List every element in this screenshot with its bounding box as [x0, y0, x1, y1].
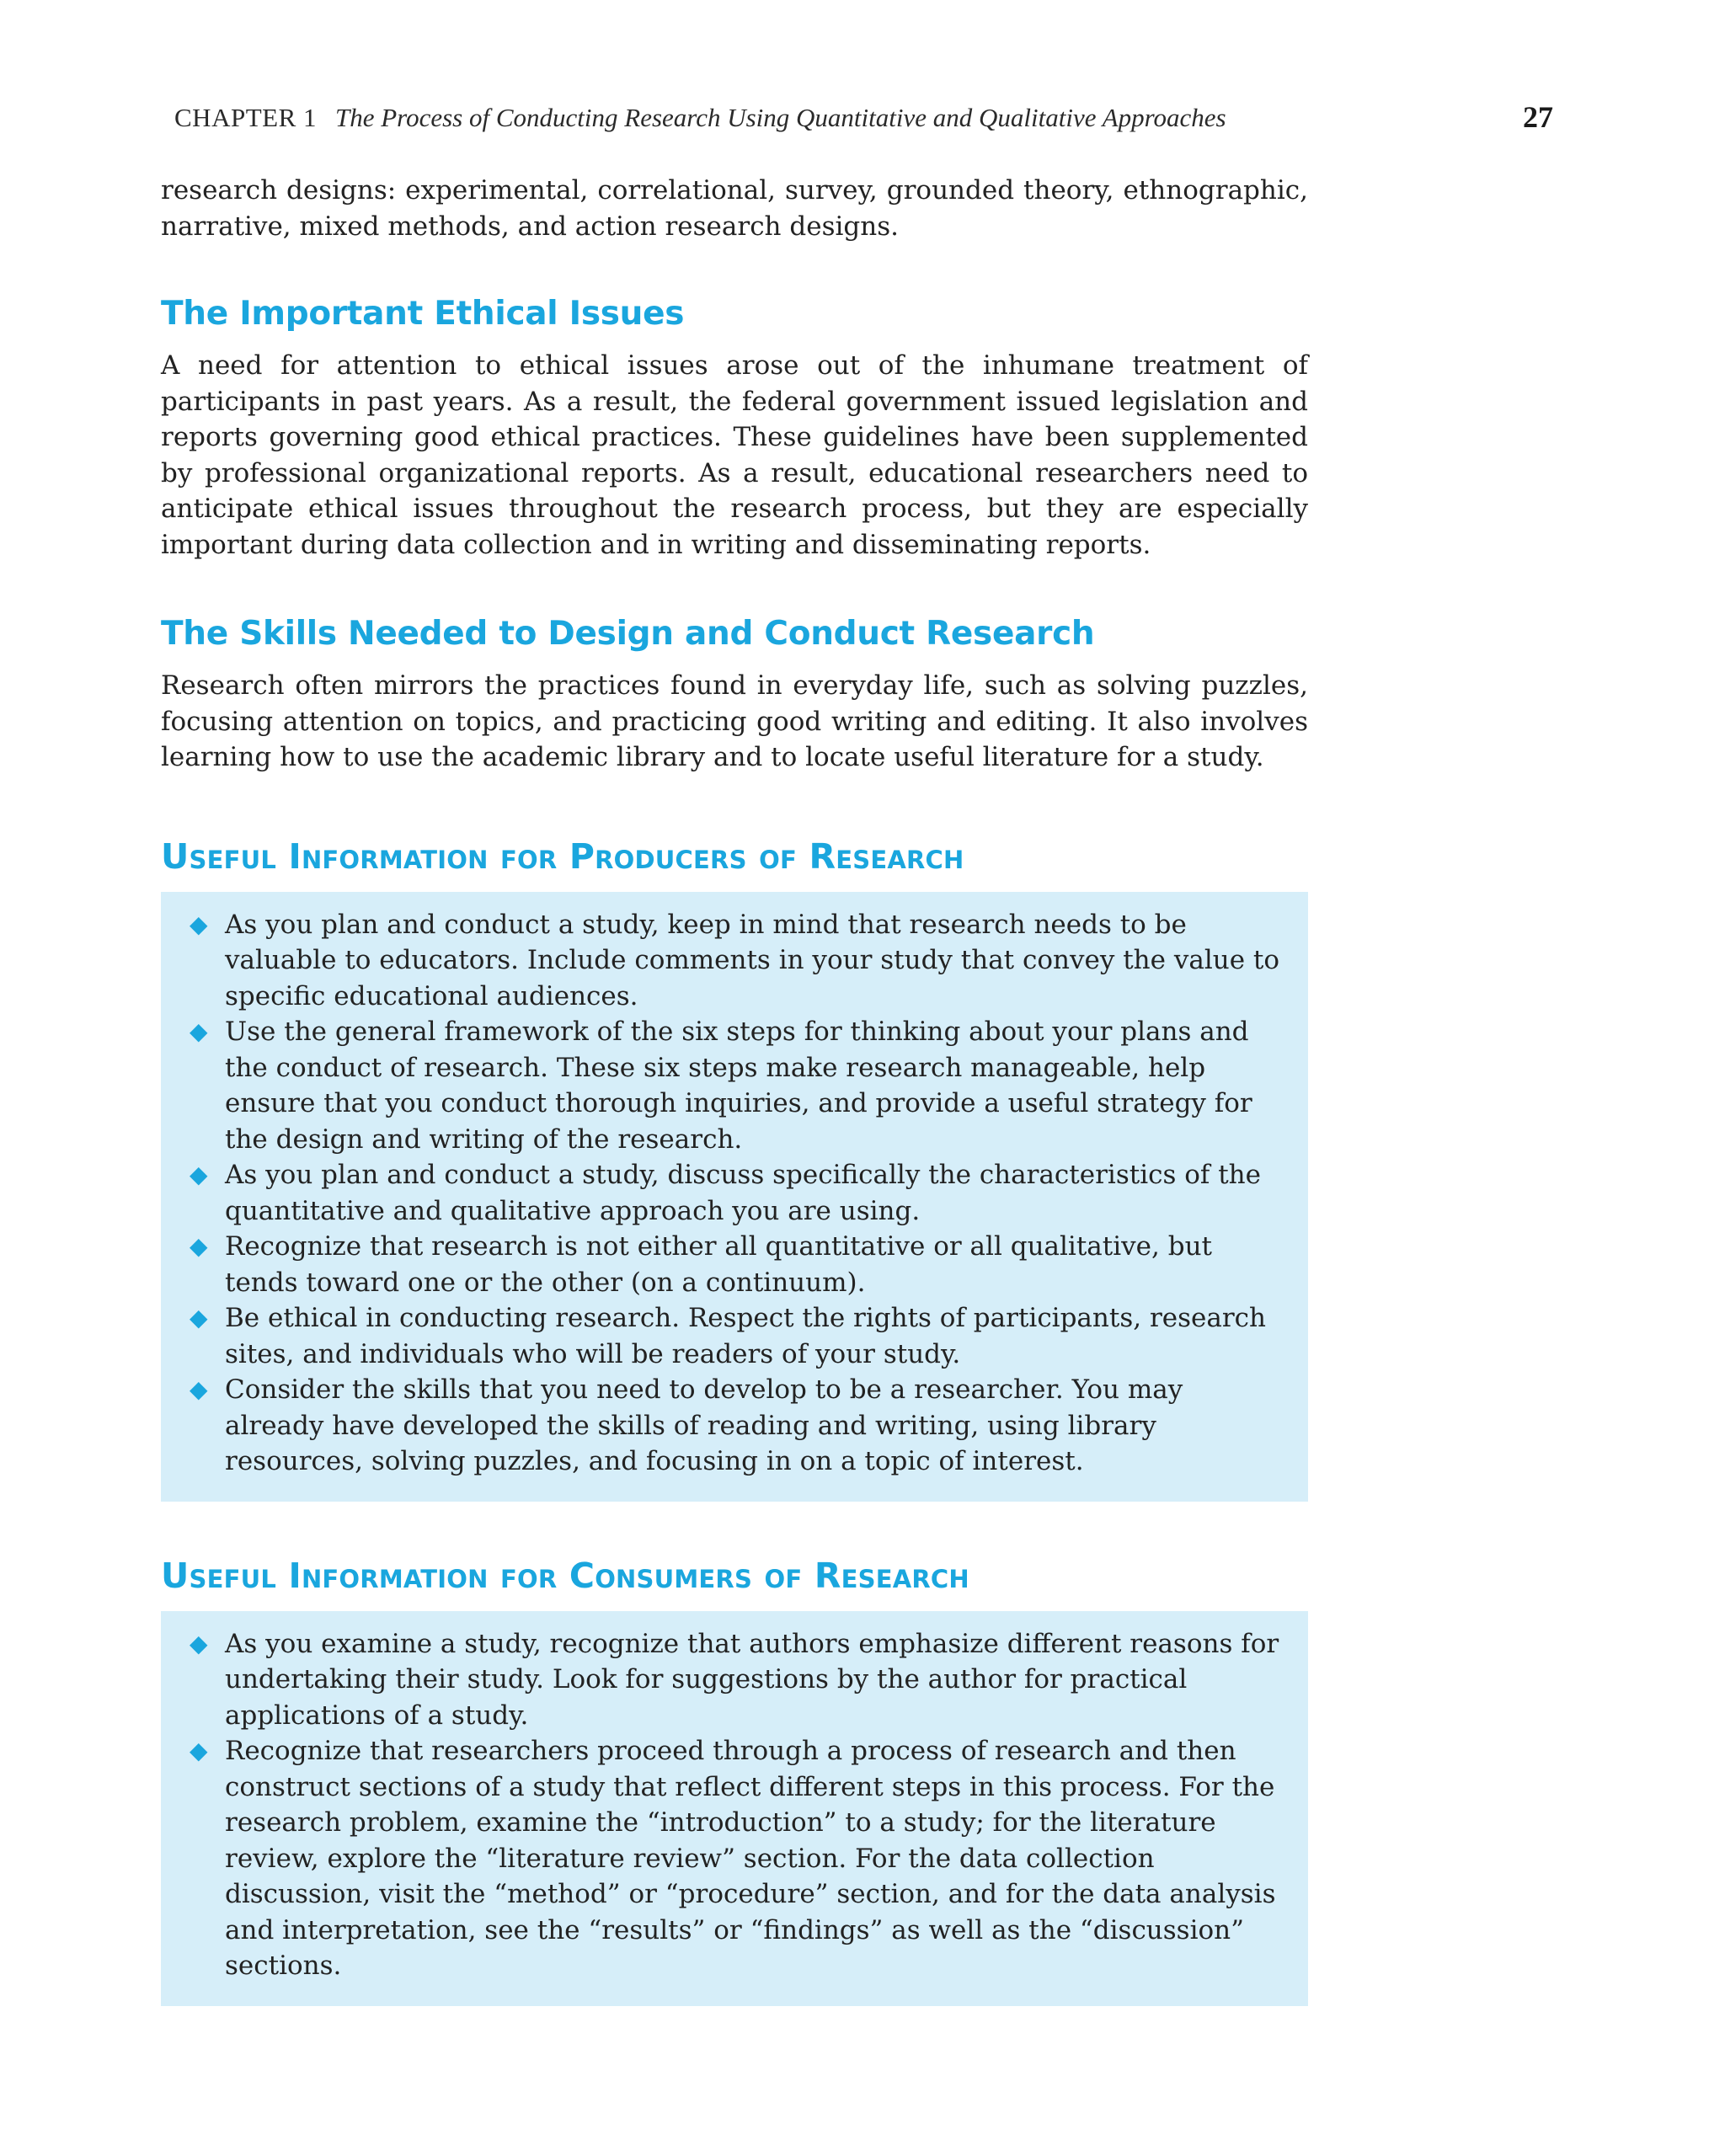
diamond-bullet-icon: ◆ [190, 1017, 208, 1045]
intro-paragraph: research designs: experimental, correlational, survey, grounded theory, ethnographic, narrative, mixed methods, and action research designs. [161, 175, 1308, 242]
diamond-bullet-icon: ◆ [190, 1161, 208, 1188]
consumers-heading: Useful Information for Consumers of Research [161, 1555, 969, 1596]
running-head [174, 103, 1564, 136]
skills-paragraph: Research often mirrors the practices found in everyday life, such as solving puzzles, focusing attention on topics, and practicing good writing and editing. It also involves learning how to use the academic library and to locate useful literature for a study. [161, 670, 1308, 772]
list-item: ◆ As you examine a study, recognize that authors emphasize different reasons for undertaking their study. Look for suggestions by the author for practical applications of a study. [190, 1626, 1284, 1734]
ethical-issues-heading: The Important Ethical Issues [161, 295, 685, 333]
consumers-list [190, 1626, 1284, 1984]
producers-list [190, 907, 1284, 1480]
diamond-bullet-icon: ◆ [190, 1375, 208, 1403]
producers-heading: Useful Information for Producers of Research [161, 835, 964, 877]
ethical-issues-paragraph: A need for attention to ethical issues arose out of the inhumane treatment of participants in past years. As a result, the federal government issued legislation and reports governing good ethical practices. These guidelines have been supplemented by professional organizational reports. As a result, educational researchers need to anticipate ethical issues throughout the research process, but they are especially important during data collection and in writing and disseminating reports. [161, 350, 1308, 560]
chapter-label: CHAPTER 1 [174, 103, 317, 132]
list-item: ◆ Consider the skills that you need to develop to be a researcher. You may already have developed the skills of reading and writing, using library resources, solving puzzles, and focusing in on a topic of interest. [190, 1372, 1284, 1480]
consumers-info-box [161, 1611, 1308, 2006]
page-content [161, 173, 1308, 2006]
chapter-title: The Process of Conducting Research Using Quantitative and Qualitative Approaches [335, 103, 1226, 132]
page-number: 27 [1523, 100, 1553, 134]
list-item: ◆ Recognize that researchers proceed through a process of research and then construct sections of a study that reflect different steps in this process. For the research problem, examine the “introduction” to a study; for the literature review, explore the “literature review” section. For the data collection discussion, visit the “method” or “procedure” section, and for the data analysis and interpretation, see the “results” or “findings” as well as the “discussion” sections. [190, 1733, 1284, 1984]
diamond-bullet-icon: ◆ [190, 1304, 208, 1331]
skills-heading: The Skills Needed to Design and Conduct Research [161, 615, 1095, 653]
list-item: ◆ Recognize that research is not either all quantitative or all qualitative, but tends toward one or the other (on a continuum). [190, 1229, 1284, 1300]
list-item: ◆ Use the general framework of the six steps for thinking about your plans and the conduct of research. These six steps make research manageable, help ensure that you conduct thorough inquiries, and provide a useful strategy for the design and writing of the research. [190, 1014, 1284, 1157]
diamond-bullet-icon: ◆ [190, 1737, 208, 1764]
diamond-bullet-icon: ◆ [190, 1629, 208, 1657]
list-item: ◆ As you plan and conduct a study, discuss specifically the characteristics of the quantitative and qualitative approach you are using. [190, 1157, 1284, 1229]
diamond-bullet-icon: ◆ [190, 1232, 208, 1260]
list-item: ◆ Be ethical in conducting research. Respect the rights of participants, research sites, and individuals who will be readers of your study. [190, 1300, 1284, 1372]
producers-info-box [161, 892, 1308, 1502]
list-item: ◆ As you plan and conduct a study, keep in mind that research needs to be valuable to educators. Include comments in your study that convey the value to specific educational audiences. [190, 907, 1284, 1015]
diamond-bullet-icon: ◆ [190, 910, 208, 938]
